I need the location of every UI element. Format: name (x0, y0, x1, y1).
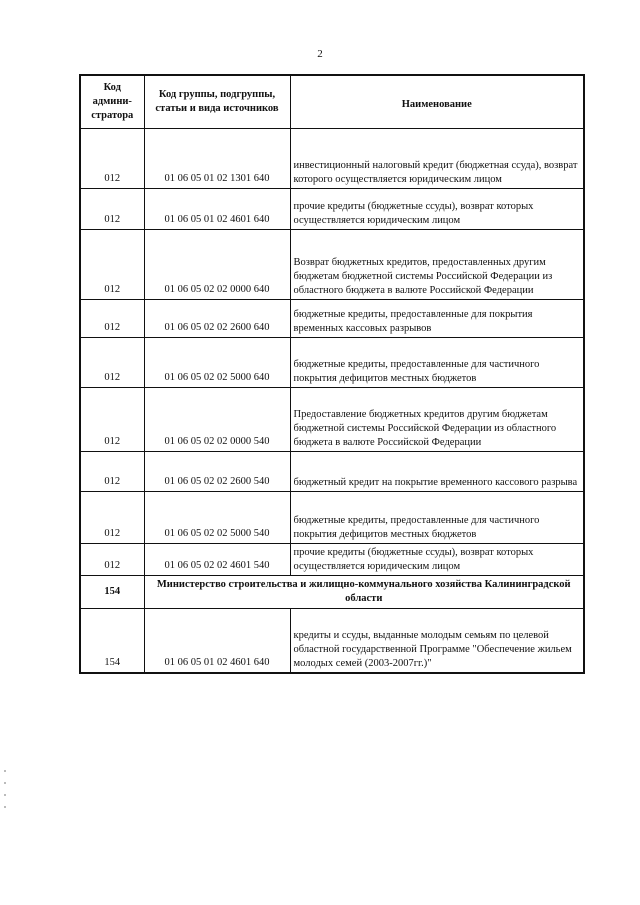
name-cell: бюджетные кредиты, предоставленные для частичного покрытия дефицитов местных бюджетов (290, 338, 584, 388)
source-code-cell: 01 06 05 02 02 2600 540 (144, 452, 290, 492)
table-row (80, 492, 584, 544)
name-cell: Предоставление бюджетных кредитов другим бюджетам бюджетной системы Российской Федерации из областного бюджета в валюте Российской Федерации (290, 388, 584, 452)
admin-code-cell: 012 (80, 300, 144, 338)
source-code-cell: 01 06 05 02 02 2600 640 (144, 300, 290, 338)
source-code-cell: 01 06 05 01 02 4601 640 (144, 189, 290, 230)
table-row (80, 388, 584, 452)
source-code-cell: 01 06 05 01 02 4601 640 (144, 609, 290, 673)
name-cell: прочие кредиты (бюджетные ссуды), возврат которых осуществляется юридическим лицом (290, 189, 584, 230)
source-code-cell: 01 06 05 02 02 0000 540 (144, 388, 290, 452)
header-source-code: Код группы, подгруппы, статьи и вида источников (144, 75, 290, 129)
source-code-cell: 01 06 05 02 02 0000 640 (144, 230, 290, 300)
admin-code-cell: 012 (80, 452, 144, 492)
page-number: 2 (317, 48, 323, 60)
header-admin-code: Код админи- стратора (80, 75, 144, 129)
name-cell: Возврат бюджетных кредитов, предоставленных другим бюджетам бюджетной системы Российской Федерации из областного бюджета в валюте Российской Федерации (290, 230, 584, 300)
name-cell: бюджетные кредиты, предоставленные для покрытия временных кассовых разрывов (290, 300, 584, 338)
admin-code-cell: 012 (80, 189, 144, 230)
name-cell: кредиты и ссуды, выданные молодым семьям по целевой областной государственной Программе "Обеспечение жильем молодых семей (2003-2007гг.)" (290, 609, 584, 673)
admin-code-cell: 012 (80, 544, 144, 576)
ministry-name: Министерство строительства и жилищно-коммунального хозяйства Калининградской области (144, 576, 584, 609)
name-cell: бюджетные кредиты, предоставленные для частичного покрытия дефицитов местных бюджетов (290, 492, 584, 544)
table-row (80, 544, 584, 576)
scan-margin-marks (4, 770, 8, 830)
name-cell: бюджетный кредит на покрытие временного кассового разрыва (290, 452, 584, 492)
ministry-admin-code: 154 (80, 576, 144, 609)
admin-code-cell: 012 (80, 129, 144, 189)
name-cell: прочие кредиты (бюджетные ссуды), возврат которых осуществляется юридическим лицом (290, 544, 584, 576)
source-code-cell: 01 06 05 02 02 5000 540 (144, 492, 290, 544)
admin-code-cell: 154 (80, 609, 144, 673)
ministry-row (80, 576, 584, 609)
table-row (80, 189, 584, 230)
table-row (80, 129, 584, 189)
admin-code-cell: 012 (80, 338, 144, 388)
table-row (80, 300, 584, 338)
admin-code-cell: 012 (80, 230, 144, 300)
table-row (80, 609, 584, 673)
table-row (80, 230, 584, 300)
header-name: Наименование (290, 75, 584, 129)
source-code-cell: 01 06 05 02 02 4601 540 (144, 544, 290, 576)
admin-code-cell: 012 (80, 492, 144, 544)
sources-table (79, 74, 585, 674)
table-header-row (80, 75, 584, 129)
name-cell: инвестиционный налоговый кредит (бюджетная ссуда), возврат которого осуществляется юридическим лицом (290, 129, 584, 189)
table-row (80, 452, 584, 492)
table-row (80, 338, 584, 388)
source-code-cell: 01 06 05 02 02 5000 640 (144, 338, 290, 388)
source-code-cell: 01 06 05 01 02 1301 640 (144, 129, 290, 189)
admin-code-cell: 012 (80, 388, 144, 452)
